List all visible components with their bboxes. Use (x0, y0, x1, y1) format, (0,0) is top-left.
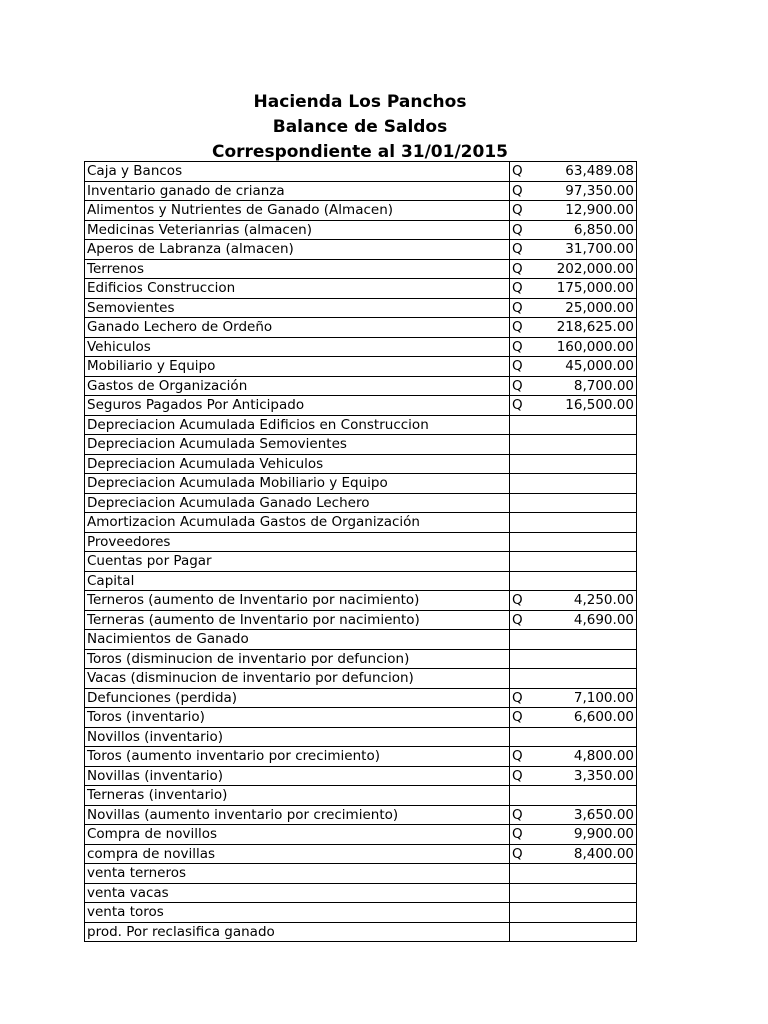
account-amount (536, 415, 637, 435)
currency-symbol: Q (510, 825, 537, 845)
currency-symbol: Q (510, 747, 537, 767)
currency-symbol: Q (510, 376, 537, 396)
account-amount: 175,000.00 (536, 279, 637, 299)
table-row (85, 454, 637, 474)
currency-symbol (510, 415, 537, 435)
table-row (85, 376, 637, 396)
currency-symbol (510, 454, 537, 474)
account-name: compra de novillas (85, 844, 510, 864)
account-name: Depreciacion Acumulada Vehiculos (85, 454, 510, 474)
account-name: Toros (inventario) (85, 708, 510, 728)
table-row (85, 610, 637, 630)
account-amount: 218,625.00 (536, 318, 637, 338)
account-name: Proveedores (85, 532, 510, 552)
currency-symbol (510, 922, 537, 942)
table-row (85, 805, 637, 825)
account-amount: 16,500.00 (536, 396, 637, 416)
account-name: Depreciacion Acumulada Mobiliario y Equipo (85, 474, 510, 494)
table-row (85, 474, 637, 494)
account-name: Capital (85, 571, 510, 591)
table-row (85, 708, 637, 728)
account-name: Terneros (aumento de Inventario por nacimiento) (85, 591, 510, 611)
account-name: Seguros Pagados Por Anticipado (85, 396, 510, 416)
account-name: Depreciacion Acumulada Ganado Lechero (85, 493, 510, 513)
table-row (85, 630, 637, 650)
report-period: Correspondiente al 31/01/2015 (212, 142, 508, 162)
account-name: Vehiculos (85, 337, 510, 357)
currency-symbol (510, 493, 537, 513)
account-amount: 45,000.00 (536, 357, 637, 377)
table-row (85, 396, 637, 416)
table-row (85, 201, 637, 221)
account-amount: 3,650.00 (536, 805, 637, 825)
table-row (85, 649, 637, 669)
currency-symbol (510, 435, 537, 455)
account-amount (536, 474, 637, 494)
currency-symbol (510, 883, 537, 903)
table-row (85, 337, 637, 357)
table-row (85, 435, 637, 455)
currency-symbol (510, 864, 537, 884)
account-amount: 8,400.00 (536, 844, 637, 864)
account-name: Ganado Lechero de Ordeño (85, 318, 510, 338)
table-row (85, 747, 637, 767)
account-name: Novillos (inventario) (85, 727, 510, 747)
account-amount (536, 454, 637, 474)
account-name: Toros (aumento inventario por crecimiento) (85, 747, 510, 767)
table-row (85, 259, 637, 279)
account-name: Cuentas por Pagar (85, 552, 510, 572)
account-name: Edificios Construccion (85, 279, 510, 299)
account-name: Medicinas Veterianrias (almacen) (85, 220, 510, 240)
account-amount: 63,489.08 (536, 162, 637, 182)
account-name: Mobiliario y Equipo (85, 357, 510, 377)
account-name: Inventario ganado de crianza (85, 181, 510, 201)
currency-symbol: Q (510, 240, 537, 260)
table-row (85, 786, 637, 806)
account-amount: 25,000.00 (536, 298, 637, 318)
table-row (85, 181, 637, 201)
currency-symbol: Q (510, 318, 537, 338)
currency-symbol: Q (510, 279, 537, 299)
account-name: Terneras (inventario) (85, 786, 510, 806)
table-row (85, 532, 637, 552)
currency-symbol: Q (510, 396, 537, 416)
account-name: Alimentos y Nutrientes de Ganado (Almacen) (85, 201, 510, 221)
account-amount: 4,690.00 (536, 610, 637, 630)
currency-symbol (510, 532, 537, 552)
account-amount (536, 532, 637, 552)
currency-symbol: Q (510, 591, 537, 611)
currency-symbol: Q (510, 805, 537, 825)
account-amount: 6,600.00 (536, 708, 637, 728)
account-amount: 8,700.00 (536, 376, 637, 396)
currency-symbol (510, 630, 537, 650)
currency-symbol: Q (510, 844, 537, 864)
table-row (85, 298, 637, 318)
account-name: Novillas (inventario) (85, 766, 510, 786)
account-amount: 9,900.00 (536, 825, 637, 845)
account-amount: 3,350.00 (536, 766, 637, 786)
account-amount (536, 864, 637, 884)
account-name: Gastos de Organización (85, 376, 510, 396)
currency-symbol: Q (510, 259, 537, 279)
table-row (85, 903, 637, 923)
account-amount (536, 883, 637, 903)
account-name: venta terneros (85, 864, 510, 884)
table-row (85, 162, 637, 182)
account-amount (536, 493, 637, 513)
table-row (85, 318, 637, 338)
account-amount (536, 552, 637, 572)
account-name: Aperos de Labranza (almacen) (85, 240, 510, 260)
account-amount (536, 571, 637, 591)
account-name: Nacimientos de Ganado (85, 630, 510, 650)
account-amount (536, 727, 637, 747)
account-name: Compra de novillos (85, 825, 510, 845)
currency-symbol (510, 474, 537, 494)
balance-table-body (85, 162, 637, 942)
table-row (85, 571, 637, 591)
table-row (85, 825, 637, 845)
account-name: Semovientes (85, 298, 510, 318)
table-row (85, 493, 637, 513)
account-amount (536, 786, 637, 806)
currency-symbol (510, 649, 537, 669)
table-row (85, 415, 637, 435)
table-row (85, 669, 637, 689)
account-name: Defunciones (perdida) (85, 688, 510, 708)
table-row (85, 766, 637, 786)
account-name: Depreciacion Acumulada Edificios en Construccion (85, 415, 510, 435)
account-amount (536, 903, 637, 923)
currency-symbol (510, 903, 537, 923)
table-row (85, 279, 637, 299)
balance-table (84, 161, 637, 942)
account-amount (536, 630, 637, 650)
account-amount: 12,900.00 (536, 201, 637, 221)
account-name: Toros (disminucion de inventario por defuncion) (85, 649, 510, 669)
account-amount: 4,250.00 (536, 591, 637, 611)
currency-symbol (510, 513, 537, 533)
currency-symbol: Q (510, 708, 537, 728)
table-row (85, 688, 637, 708)
table-row (85, 513, 637, 533)
account-amount (536, 922, 637, 942)
report-title: Balance de Saldos (272, 117, 448, 137)
table-row (85, 552, 637, 572)
currency-symbol: Q (510, 337, 537, 357)
account-name: Caja y Bancos (85, 162, 510, 182)
account-amount: 202,000.00 (536, 259, 637, 279)
table-row (85, 922, 637, 942)
table-row (85, 591, 637, 611)
company-title: Hacienda Los Panchos (253, 92, 467, 112)
currency-symbol: Q (510, 688, 537, 708)
table-row (85, 844, 637, 864)
account-name: Terneras (aumento de Inventario por nacimiento) (85, 610, 510, 630)
account-name: prod. Por reclasifica ganado (85, 922, 510, 942)
account-amount: 31,700.00 (536, 240, 637, 260)
account-amount: 160,000.00 (536, 337, 637, 357)
report-header (84, 90, 636, 165)
account-amount: 6,850.00 (536, 220, 637, 240)
account-name: Terrenos (85, 259, 510, 279)
account-amount (536, 435, 637, 455)
currency-symbol: Q (510, 201, 537, 221)
currency-symbol (510, 669, 537, 689)
currency-symbol (510, 552, 537, 572)
account-name: Depreciacion Acumulada Semovientes (85, 435, 510, 455)
account-name: venta vacas (85, 883, 510, 903)
account-amount (536, 513, 637, 533)
account-name: Amortizacion Acumulada Gastos de Organización (85, 513, 510, 533)
currency-symbol: Q (510, 181, 537, 201)
account-amount: 4,800.00 (536, 747, 637, 767)
account-name: Vacas (disminucion de inventario por defuncion) (85, 669, 510, 689)
table-row (85, 357, 637, 377)
table-row (85, 240, 637, 260)
table-row (85, 727, 637, 747)
currency-symbol (510, 571, 537, 591)
account-amount (536, 649, 637, 669)
currency-symbol: Q (510, 162, 537, 182)
table-row (85, 220, 637, 240)
account-amount (536, 669, 637, 689)
account-name: Novillas (aumento inventario por crecimiento) (85, 805, 510, 825)
account-amount: 97,350.00 (536, 181, 637, 201)
currency-symbol: Q (510, 610, 537, 630)
table-row (85, 883, 637, 903)
currency-symbol: Q (510, 766, 537, 786)
currency-symbol: Q (510, 357, 537, 377)
currency-symbol: Q (510, 298, 537, 318)
account-name: venta toros (85, 903, 510, 923)
account-amount: 7,100.00 (536, 688, 637, 708)
currency-symbol: Q (510, 220, 537, 240)
currency-symbol (510, 786, 537, 806)
currency-symbol (510, 727, 537, 747)
table-row (85, 864, 637, 884)
